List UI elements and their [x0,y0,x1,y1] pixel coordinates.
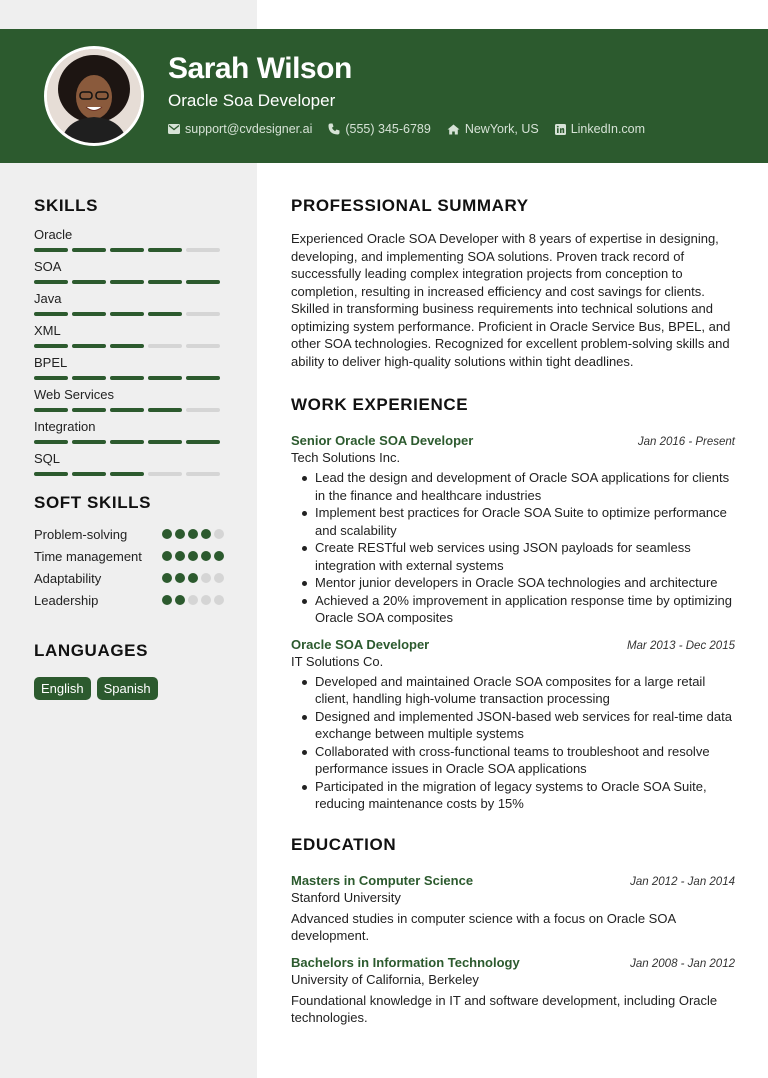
rating-dot [175,595,185,605]
education-header [291,873,735,888]
skill-name: XML [34,323,61,338]
job-bullet: Lead the design and development of Oracle SOA applications for clients in the finance and healthcare industries [315,469,735,504]
rating-dot [175,573,185,583]
rating-dot [214,551,224,561]
job-bullets [291,469,735,627]
skill-item [34,451,224,483]
soft-skill-rating [162,551,224,561]
rating-dot [214,573,224,583]
profile-photo [44,46,144,146]
soft-skills-list [34,526,224,609]
linkedin-icon [555,124,566,135]
skill-name: Integration [34,419,96,434]
sidebar [34,196,224,700]
job-entry [291,433,735,627]
skill-level-segment [148,408,182,412]
skill-name: Oracle [34,227,73,242]
soft-skill-name: Adaptability [34,571,102,586]
degree-name: Masters in Computer Science [291,872,474,888]
skill-item [34,291,224,323]
soft-skill-name: Leadership [34,593,99,608]
skill-level-segment [148,280,182,284]
email-text: support@cvdesigner.ai [185,122,313,136]
skill-level-segment [34,440,68,444]
skill-level-segment [148,472,182,476]
skill-level-segment [72,472,106,476]
contact-row [168,122,645,136]
contact-linkedin[interactable] [555,122,645,136]
soft-skill-item [34,570,224,587]
rating-dot [188,529,198,539]
soft-skill-name: Time management [34,549,142,564]
soft-skill-rating [162,529,224,539]
education-header [291,955,735,970]
skill-level-bar [34,408,224,412]
job-entry [291,637,735,813]
job-header [291,433,735,448]
skill-level-segment [148,344,182,348]
skill-name: BPEL [34,355,68,370]
education-entry [291,955,735,1027]
skill-level-bar [34,344,224,348]
skill-level-segment [72,248,106,252]
skill-level-segment [34,280,68,284]
summary-heading: PROFESSIONAL SUMMARY [291,196,529,215]
job-position: Senior Oracle SOA Developer [291,433,474,448]
soft-skill-rating [162,595,224,605]
skill-name: SOA [34,259,62,274]
skill-level-segment [186,472,220,476]
education-heading: EDUCATION [291,834,397,854]
job-bullet: Developed and maintained Oracle SOA composites for a large retail client, handling high-volume transaction processing [315,673,735,708]
skill-name: Java [34,291,62,306]
skill-level-segment [148,440,182,444]
skill-level-bar [34,440,224,444]
rating-dot [175,529,185,539]
rating-dot [162,529,172,539]
skill-level-segment [186,248,220,252]
skill-level-segment [72,408,106,412]
soft-skill-item [34,548,224,565]
rating-dot [162,551,172,561]
skill-item [34,419,224,451]
phone-text: (555) 345-6789 [345,122,431,136]
skill-level-segment [110,344,144,348]
job-bullet: Achieved a 20% improvement in application response time by optimizing Oracle SOA composites [315,592,735,627]
rating-dot [201,573,211,583]
soft-skill-rating [162,573,224,583]
job-position: Oracle SOA Developer [291,636,430,652]
skill-level-segment [72,344,106,348]
skill-level-segment [148,376,182,380]
language-badge: English [34,677,91,700]
experience-heading: WORK EXPERIENCE [291,395,469,414]
education-description: Advanced studies in computer science with a focus on Oracle SOA development. [291,910,676,943]
skill-item [34,355,224,387]
languages-list [34,677,224,700]
skill-level-bar [34,376,224,380]
skill-level-segment [110,312,144,316]
skill-level-segment [72,376,106,380]
skill-level-segment [72,280,106,284]
soft-skill-item [34,592,224,609]
job-bullet: Implement best practices for Oracle SOA Suite to optimize performance and scalability [315,504,735,539]
location-text: NewYork, US [464,122,539,136]
job-bullet: Participated in the migration of legacy systems to Oracle SOA Suite, reducing maintenance costs by 15% [315,778,735,813]
skill-name: SQL [34,451,61,466]
school-name: Stanford University [291,889,401,905]
education-entry [291,873,735,945]
skill-level-segment [34,408,68,412]
job-bullet: Mentor junior developers in Oracle SOA technologies and architecture [315,574,735,592]
skill-item [34,227,224,259]
skill-level-segment [110,376,144,380]
skill-level-segment [186,408,220,412]
skill-level-segment [186,376,220,380]
soft-skill-name: Problem-solving [34,527,128,542]
skill-level-segment [34,344,68,348]
skills-heading: SKILLS [34,196,99,215]
skill-level-segment [110,408,144,412]
company-name: IT Solutions Co. [291,653,384,669]
contact-location [447,122,539,136]
job-header [291,637,735,652]
skill-level-segment [72,312,106,316]
education-list [291,873,735,1027]
skill-level-segment [72,440,106,444]
rating-dot [188,595,198,605]
skill-level-segment [186,344,220,348]
skill-level-segment [110,248,144,252]
rating-dot [162,595,172,605]
rating-dot [214,529,224,539]
rating-dot [201,595,211,605]
skill-level-segment [34,376,68,380]
job-bullets [291,673,735,813]
skill-item [34,323,224,355]
main-content [291,196,735,1027]
degree-name: Bachelors in Information Technology [291,954,520,970]
job-bullet: Designed and implemented JSON-based web services for real-time data exchange between multiple systems [315,708,735,743]
skill-level-segment [110,472,144,476]
rating-dot [175,551,185,561]
job-bullet: Collaborated with cross-functional teams to troubleshoot and resolve performance issues in Oracle SOA applications [315,743,735,778]
skill-level-segment [34,312,68,316]
candidate-name: Sarah Wilson [168,52,352,85]
skill-level-segment [110,280,144,284]
linkedin-text: LinkedIn.com [570,122,646,136]
rating-dot [162,573,172,583]
education-description: Foundational knowledge in IT and software development, including Oracle technologies. [291,992,718,1025]
contact-email[interactable] [168,122,312,136]
phone-icon [328,123,340,135]
skill-level-segment [186,440,220,444]
skill-level-segment [186,312,220,316]
job-title: Oracle Soa Developer [168,91,336,110]
skill-item [34,387,224,419]
company-name: Tech Solutions Inc. [291,450,401,465]
skill-name: Web Services [34,387,114,402]
skills-list [34,227,224,483]
rating-dot [188,551,198,561]
job-bullet: Create RESTful web services using JSON payloads for seamless integration with external systems [315,539,735,574]
skill-level-segment [186,280,220,284]
skill-level-segment [34,472,68,476]
soft-skill-item [34,526,224,543]
contact-phone[interactable] [328,122,430,136]
rating-dot [214,595,224,605]
soft-skills-heading: SOFT SKILLS [34,493,152,512]
education-dates: Jan 2008 - Jan 2012 [630,957,735,970]
summary-text: Experienced Oracle SOA Developer with 8 years of expertise in designing, developing, and implementing SOA solutions. Proven track record of successfully leading complex integration projects from conception to completion, resulting in increased efficiency and cost savings for clients. Skilled in transforming business requirements into technical solutions and optimizing system performance. Proficient in Oracle Service Bus, BPEL, and other SOA technologies. Recognized for excellent problem-solving skills and ability to deliver high-quality solutions within tight deadlines. [291,231,731,369]
rating-dot [188,573,198,583]
home-icon [447,124,460,135]
skill-level-bar [34,280,224,284]
rating-dot [201,551,211,561]
skill-level-segment [110,440,144,444]
skill-level-bar [34,472,224,476]
envelope-icon [168,124,180,134]
school-name: University of California, Berkeley [291,971,479,987]
job-dates: Jan 2016 - Present [637,436,735,448]
rating-dot [201,529,211,539]
skill-level-bar [34,248,224,252]
skill-level-segment [148,312,182,316]
education-dates: Jan 2012 - Jan 2014 [630,875,735,888]
job-dates: Mar 2013 - Dec 2015 [626,639,735,652]
experience-list [291,433,735,813]
languages-heading: LANGUAGES [34,641,149,660]
skill-item [34,259,224,291]
language-badge: Spanish [97,677,158,700]
skill-level-bar [34,312,224,316]
skill-level-segment [148,248,182,252]
skill-level-segment [34,248,68,252]
